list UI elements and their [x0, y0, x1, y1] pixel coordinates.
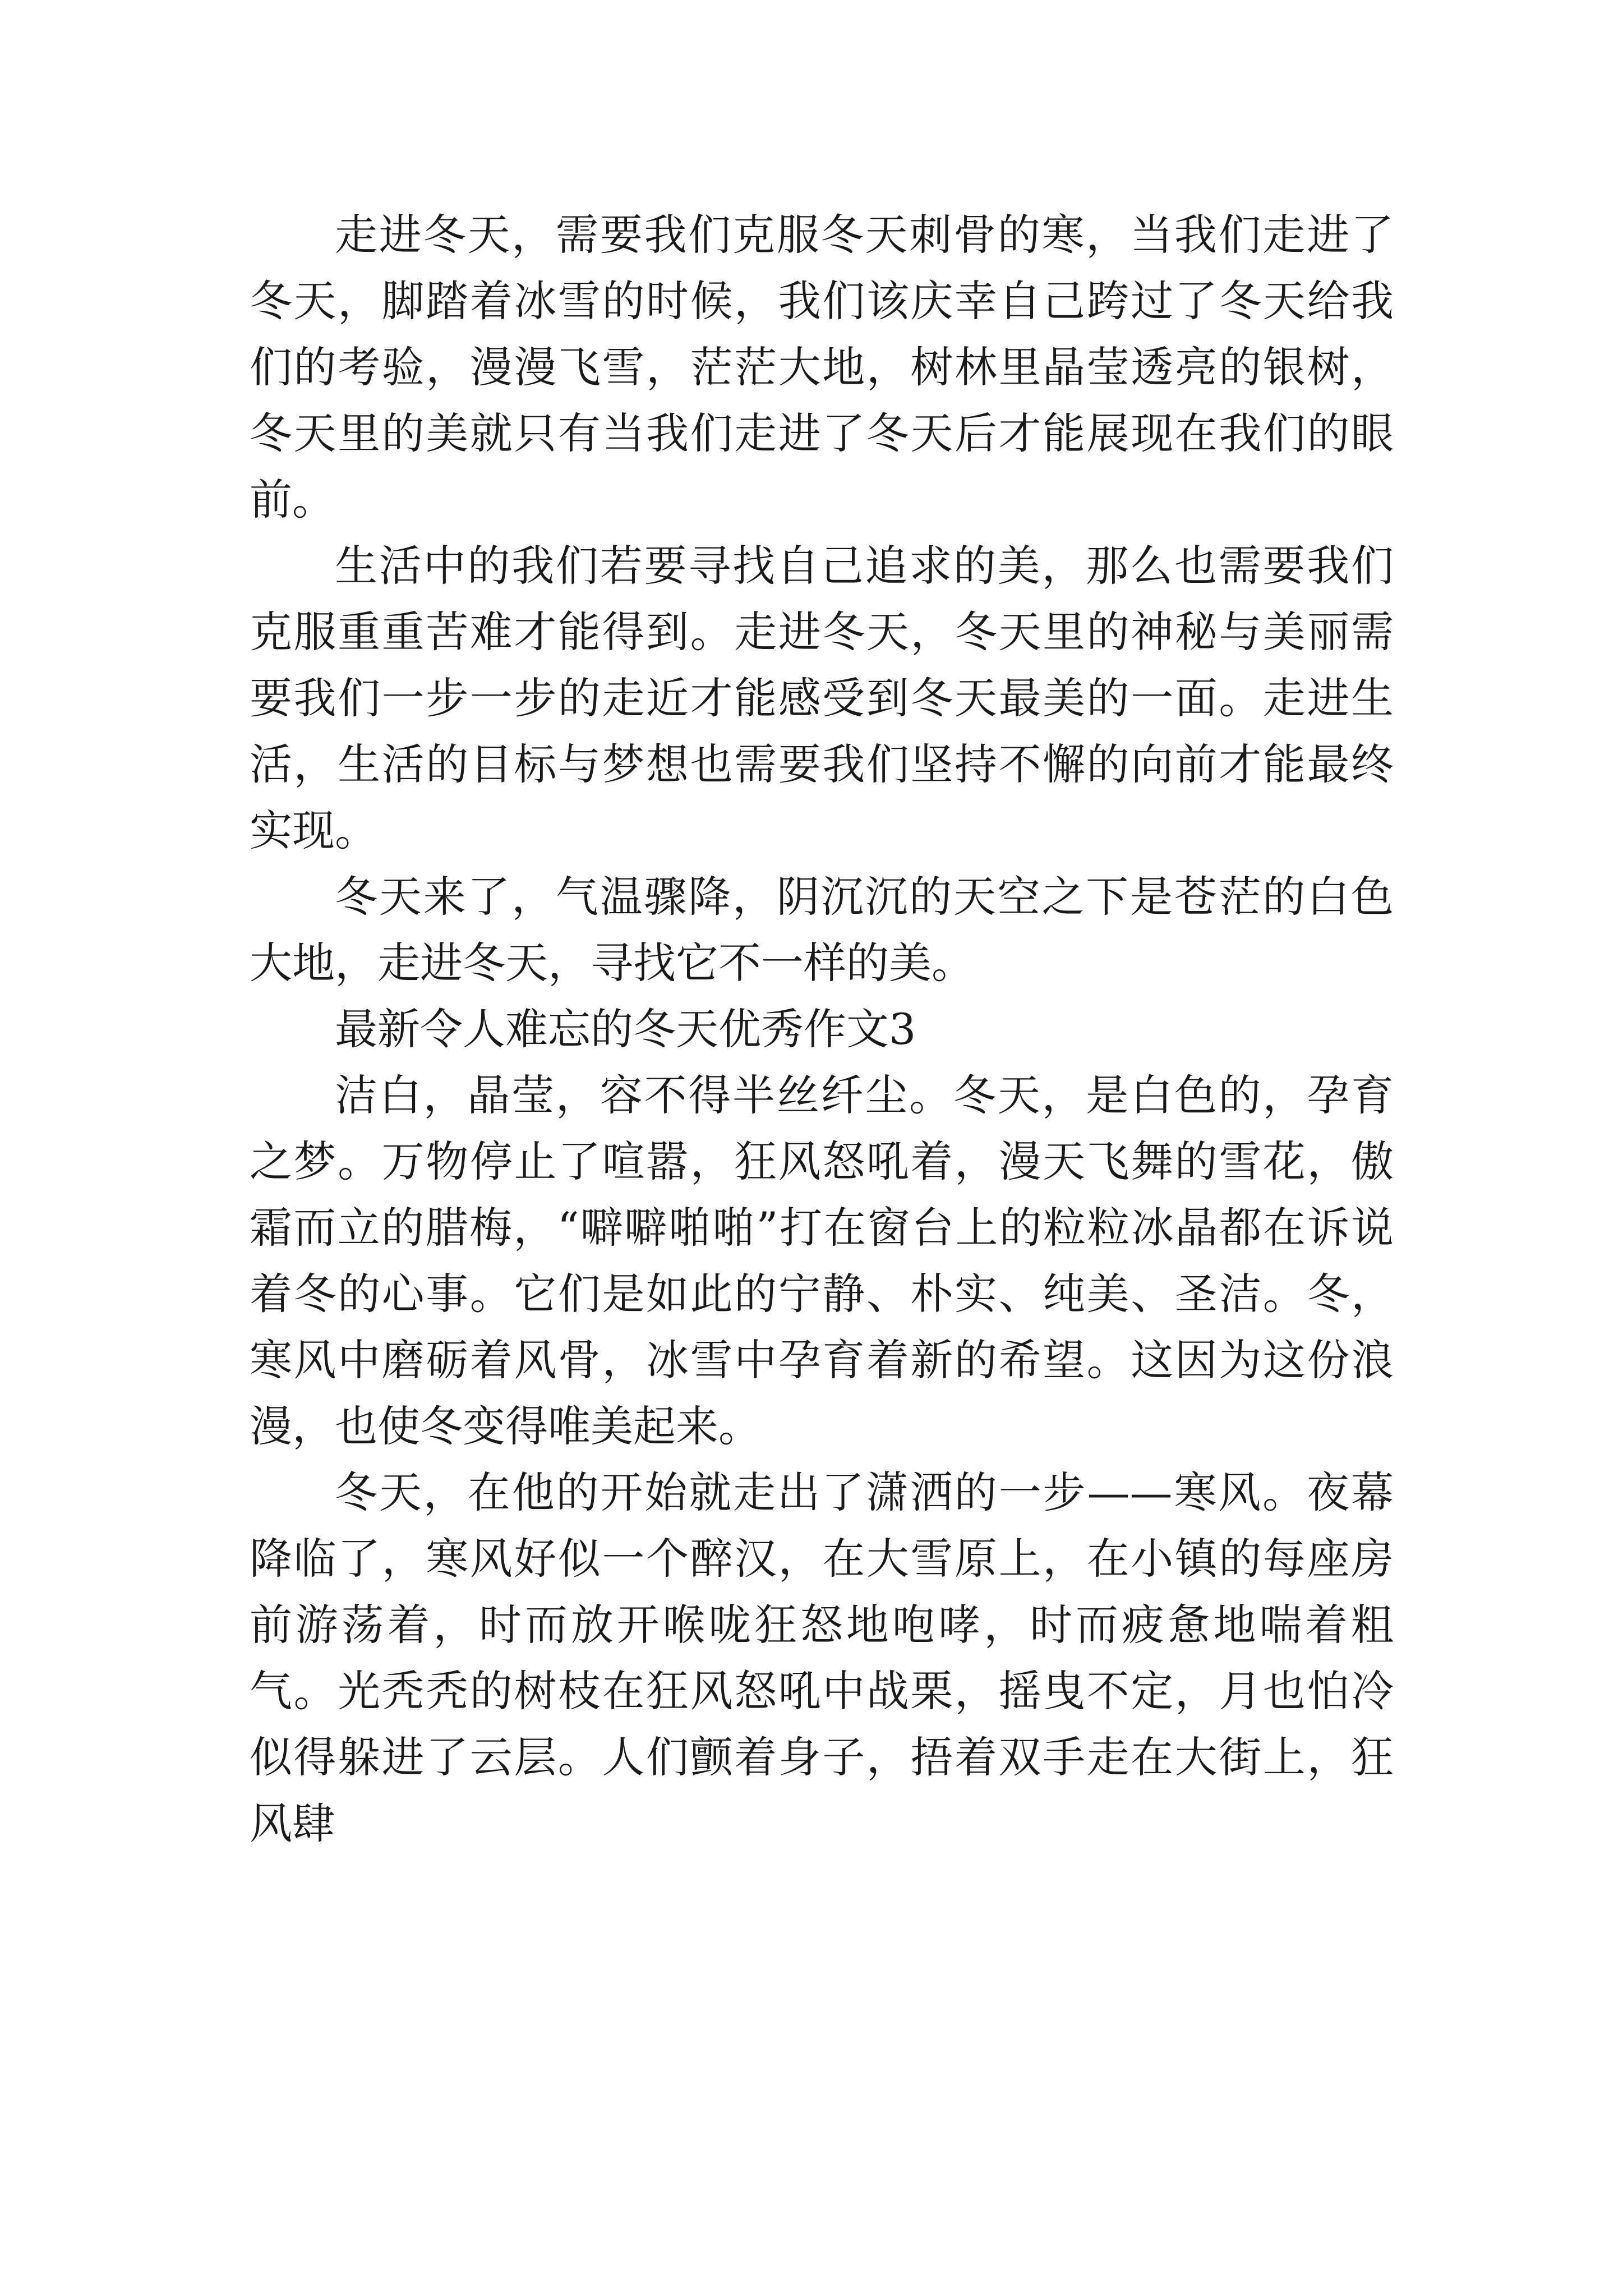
paragraph: 冬天来了，气温骤降，阴沉沉的天空之下是苍茫的白色大地，走进冬天，寻找它不一样的美。	[250, 872, 1394, 988]
paragraph: 冬天，在他的开始就走出了潇洒的一步——寒风。夜幕降临了，寒风好似一个醉汉，在大雪原上，在小镇的每座房前游荡着，时而放开喉咙狂怒地咆哮，时而疲惫地喘着粗气。光秃秃的树枝在狂风怒吼中战栗，摇曳不定，月也怕冷似得躲进了云层。人们颤着身子，捂着双手走在大街上，狂风肆	[250, 1467, 1394, 1848]
paragraph: 生活中的我们若要寻找自己追求的美，那么也需要我们克服重重苦难才能得到。走进冬天，冬天里的神秘与美丽需要我们一步一步的走近才能感受到冬天最美的一面。走进生活，生活的目标与梦想也需要我们坚持不懈的向前才能最终实现。	[250, 541, 1394, 855]
paragraph: 走进冬天，需要我们克服冬天刺骨的寒，当我们走进了冬天，脚踏着冰雪的时候，我们该庆幸自己跨过了冬天给我们的考验，漫漫飞雪，茫茫大地，树林里晶莹透亮的银树，冬天里的美就只有当我们走进了冬天后才能展现在我们的眼前。	[250, 210, 1394, 524]
document-body	[250, 202, 1394, 1857]
paragraph: 洁白，晶莹，容不得半丝纤尘。冬天，是白色的，孕育之梦。万物停止了喧嚣，狂风怒吼着，漫天飞舞的雪花，傲霜而立的腊梅，“噼噼啪啪”打在窗台上的粒粒冰晶都在诉说着冬的心事。它们是如此的宁静、朴实、纯美、圣洁。冬，寒风中磨砺着风骨，冰雪中孕育着新的希望。这因为这份浪漫，也使冬变得唯美起来。	[250, 1070, 1394, 1451]
section-heading: 最新令人难忘的冬天优秀作文3	[335, 1004, 916, 1054]
